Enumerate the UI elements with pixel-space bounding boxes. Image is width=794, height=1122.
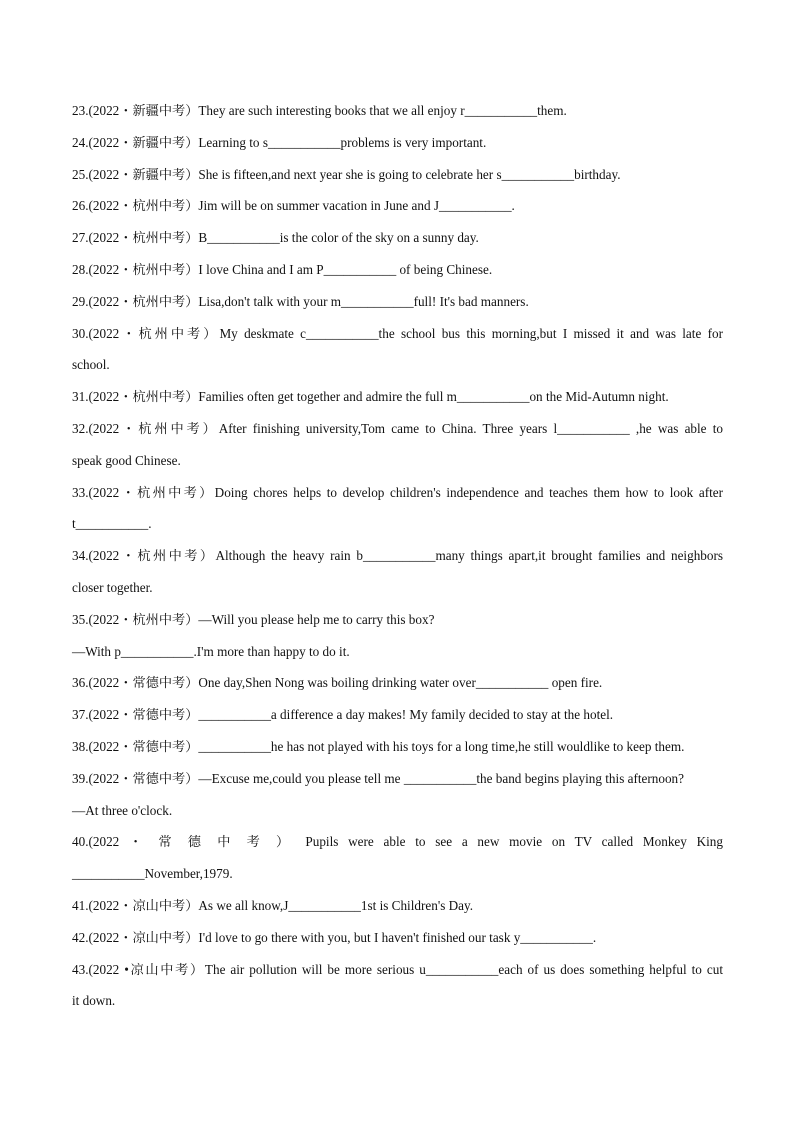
question-line: 30.(2022・杭州中考）My deskmate c___________the school bus this morning,but I missed it and was late for	[72, 325, 723, 341]
question-25	[72, 165, 723, 197]
question-line: speak good Chinese.	[72, 452, 181, 468]
question-line: 41.(2022・凉山中考）As we all know,J___________1st is Children's Day.	[72, 897, 474, 913]
question-line: 28.(2022・杭州中考）I love China and I am P___________ of being Chinese.	[72, 261, 493, 277]
question-line: school.	[72, 357, 110, 373]
question-38	[72, 737, 723, 769]
question-27	[72, 228, 723, 260]
question-line: 32.(2022・杭州中考）After finishing university,Tom came to China. Three years l___________ ,he was able to	[72, 420, 723, 436]
question-35	[72, 610, 723, 674]
question-31	[72, 387, 723, 419]
question-30	[72, 324, 723, 388]
question-line: —At three o'clock.	[72, 802, 173, 818]
question-line: 31.(2022・杭州中考）Families often get together and admire the full m___________on the Mid-Autumn night.	[72, 389, 669, 405]
question-29	[72, 292, 723, 324]
question-line: 43.(2022 •凉山中考）The air pollution will be more serious u___________each of us does something helpful to cut	[72, 961, 723, 977]
question-26	[72, 196, 723, 228]
question-line: —With p___________.I'm more than happy to do it.	[72, 643, 350, 659]
question-line: closer together.	[72, 579, 153, 595]
question-line: 42.(2022・凉山中考）I'd love to go there with you, but I haven't finished our task y___________.	[72, 929, 597, 945]
question-23	[72, 101, 723, 133]
question-line: 29.(2022・杭州中考）Lisa,don't talk with your m___________full! It's bad manners.	[72, 293, 529, 309]
question-line: 37.(2022・常德中考）___________a difference a day makes! My family decided to stay at the hotel.	[72, 707, 614, 723]
exercise-document	[72, 101, 723, 1023]
question-42	[72, 928, 723, 960]
question-line: 36.(2022・常德中考）One day,Shen Nong was boiling drinking water over___________ open fire.	[72, 675, 603, 691]
question-line: 38.(2022・常德中考）___________he has not played with his toys for a long time,he still wouldlike to keep them.	[72, 738, 685, 754]
question-line: 40.(2022 ・ 常 德 中 考 ） Pupils were able to see a new movie on TV called Monkey King	[72, 834, 723, 850]
question-40	[72, 832, 723, 896]
question-line: 33.(2022・杭州中考）Doing chores helps to develop children's independence and teaches them how to look after	[72, 484, 723, 500]
question-41	[72, 896, 723, 928]
question-line: 23.(2022・新疆中考）They are such interesting books that we all enjoy r___________them.	[72, 103, 567, 118]
question-line: 27.(2022・杭州中考）B___________is the color of the sky on a sunny day.	[72, 230, 479, 246]
question-33	[72, 483, 723, 547]
question-34	[72, 546, 723, 610]
question-line: 39.(2022・常德中考）—Excuse me,could you please tell me ___________the band begins playing this afternoon?	[72, 770, 685, 786]
question-line: 26.(2022・杭州中考）Jim will be on summer vacation in June and J___________.	[72, 198, 515, 214]
question-36	[72, 673, 723, 705]
question-line: 35.(2022・杭州中考）—Will you please help me to carry this box?	[72, 611, 435, 627]
question-37	[72, 705, 723, 737]
question-28	[72, 260, 723, 292]
question-32	[72, 419, 723, 483]
question-line: 24.(2022・新疆中考）Learning to s___________problems is very important.	[72, 134, 487, 150]
question-line: t___________.	[72, 516, 152, 532]
question-39	[72, 769, 723, 833]
question-line: ___________November,1979.	[72, 866, 233, 882]
question-line: it down.	[72, 993, 116, 1009]
question-43	[72, 960, 723, 1024]
question-line: 25.(2022・新疆中考）She is fifteen,and next year she is going to celebrate her s___________birthday.	[72, 166, 621, 182]
question-line: 34.(2022・杭州中考）Although the heavy rain b___________many things apart,it brought families and neighbors	[72, 548, 723, 564]
question-24	[72, 133, 723, 165]
